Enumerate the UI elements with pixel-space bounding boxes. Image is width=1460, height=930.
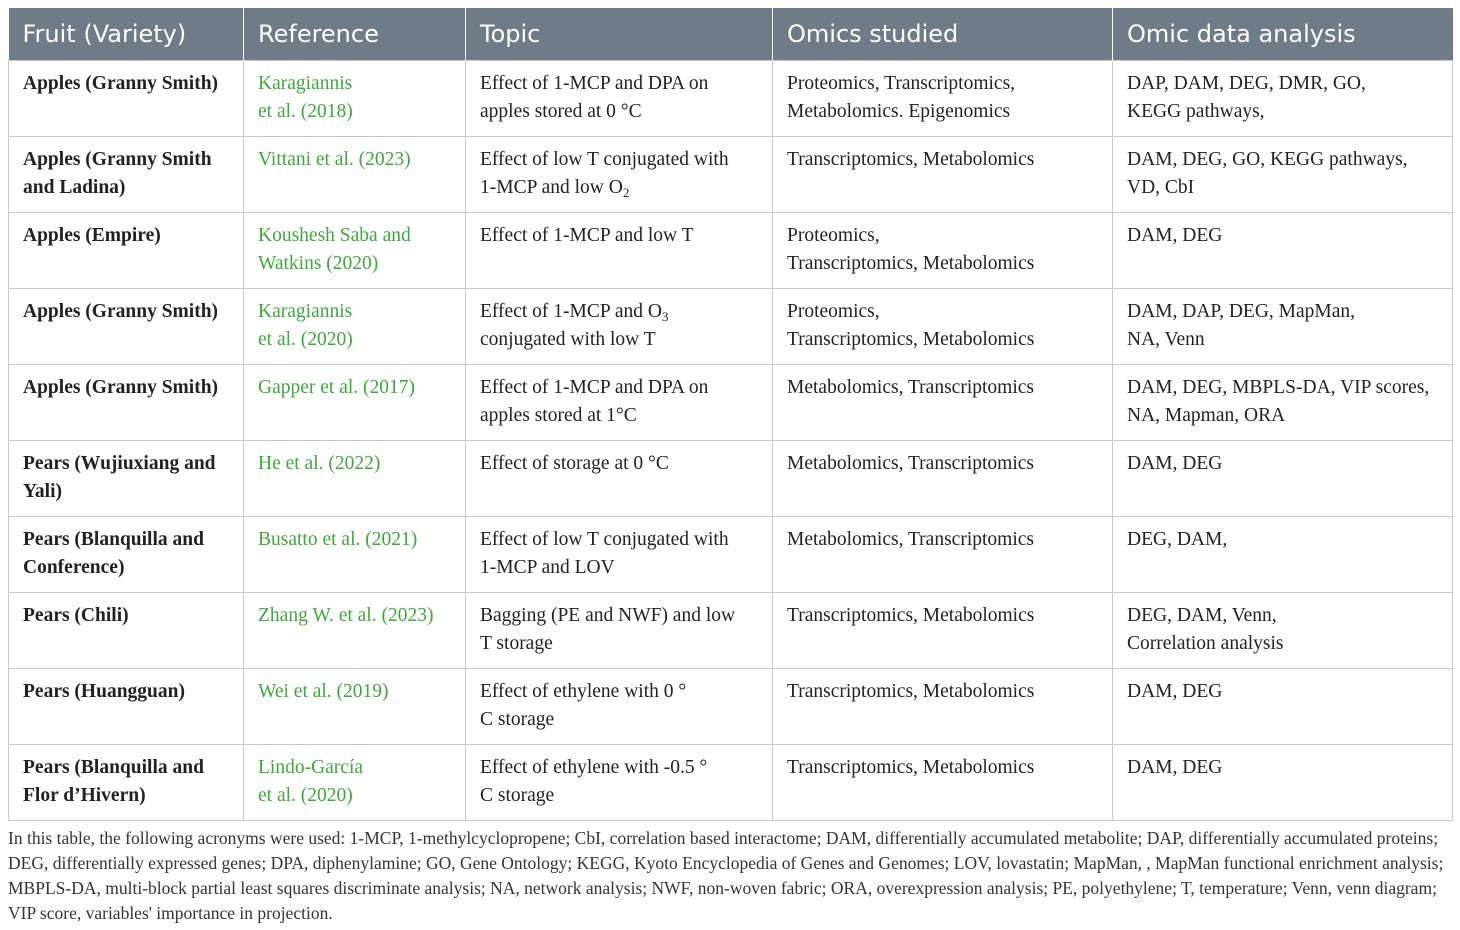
cell-omic-data-analysis <box>1113 136 1453 212</box>
fruit-text: Pears (Chili) <box>23 604 129 626</box>
analysis-line: DAM, DAP, DEG, MapMan, <box>1127 300 1356 322</box>
cell-omic-data-analysis <box>1113 744 1453 820</box>
cell-omic-data-analysis <box>1113 212 1453 288</box>
table-row <box>9 744 1453 820</box>
cell-topic <box>466 592 773 668</box>
cell-reference-link[interactable] <box>244 364 466 440</box>
cell-topic <box>466 136 773 212</box>
omics-line: Transcriptomics, Metabolomics <box>787 252 1035 274</box>
cell-fruit-variety <box>9 440 244 516</box>
table-footnote: In this table, the following acronyms were used: 1-MCP, 1-methylcyclopropene; CbI, correlation based interactome; DAM, differentially accumulated metabolite; DAP, differentially accumulated proteins; DEG, differentially expressed genes; DPA, diphenylamine; GO, Gene Ontology; KEGG, Kyoto Encyclopedia of Genes and Genomes; LOV, lovastatin; MapMan, , MapMan functional enrichment analysis; MBPLS-DA, multi-block partial least squares discriminate analysis; NA, network analysis; NWF, non-woven fabric; ORA, overexpression analysis; PE, polyethylene; T, temperature; Venn, venn diagram; VIP score, variables' importance in projection. <box>8 828 1444 923</box>
cell-omics-studied <box>773 136 1113 212</box>
analysis-line: DAM, DEG, MBPLS-DA, VIP scores, <box>1127 376 1430 398</box>
cell-topic <box>466 440 773 516</box>
fruit-text: Pears (Huangguan) <box>23 680 185 702</box>
cell-omic-data-analysis <box>1113 364 1453 440</box>
topic-line: 1-MCP and low O <box>480 176 623 198</box>
topic-line: C storage <box>480 784 555 806</box>
cell-omics-studied <box>773 668 1113 744</box>
reference-line: Koushesh Saba and <box>258 224 411 246</box>
topic-line: 1-MCP and LOV <box>480 556 615 578</box>
cell-omic-data-analysis <box>1113 288 1453 364</box>
analysis-line: Correlation analysis <box>1127 632 1284 654</box>
fruit-text: Pears (Wujiuxiang and Yali) <box>23 452 216 502</box>
fruit-text: Pears (Blanquilla and Flor d’Hivern) <box>23 756 204 806</box>
cell-fruit-variety <box>9 60 244 136</box>
topic-line: Effect of ethylene with 0 ° <box>480 680 687 702</box>
table-row <box>9 364 1453 440</box>
analysis-line: DAP, DAM, DEG, DMR, GO, <box>1127 72 1366 94</box>
omics-line: Proteomics, <box>787 300 880 322</box>
cell-omics-studied <box>773 592 1113 668</box>
topic-line: Effect of storage at 0 °C <box>480 452 669 474</box>
cell-omic-data-analysis <box>1113 516 1453 592</box>
reference-line: Gapper et al. (2017) <box>258 376 416 398</box>
cell-topic <box>466 744 773 820</box>
cell-omic-data-analysis <box>1113 668 1453 744</box>
cell-fruit-variety <box>9 668 244 744</box>
header-omic-data-analysis: Omic data analysis <box>1113 8 1453 60</box>
cell-reference-link[interactable] <box>244 212 466 288</box>
omics-line: Transcriptomics, Metabolomics <box>787 604 1035 626</box>
cell-fruit-variety <box>9 212 244 288</box>
reference-line: et al. (2020) <box>258 784 353 806</box>
cell-omics-studied <box>773 440 1113 516</box>
reference-line: Lindo-García <box>258 756 364 778</box>
table-row <box>9 440 1453 516</box>
cell-reference-link[interactable] <box>244 288 466 364</box>
cell-topic <box>466 212 773 288</box>
cell-reference-link[interactable] <box>244 744 466 820</box>
cell-topic <box>466 516 773 592</box>
topic-line: Effect of 1-MCP and DPA on <box>480 376 709 398</box>
analysis-line: VD, CbI <box>1127 176 1195 198</box>
table-body <box>9 60 1453 820</box>
subscript: 3 <box>661 308 669 324</box>
subscript: 2 <box>622 184 630 200</box>
cell-omics-studied <box>773 60 1113 136</box>
table-row <box>9 592 1453 668</box>
omics-line: Metabolomics. Epigenomics <box>787 100 1011 122</box>
omics-line: Transcriptomics, Metabolomics <box>787 680 1035 702</box>
table-row <box>9 288 1453 364</box>
cell-fruit-variety <box>9 364 244 440</box>
cell-omics-studied <box>773 516 1113 592</box>
topic-line: Effect of 1-MCP and low T <box>480 224 694 246</box>
omics-line: Metabolomics, Transcriptomics <box>787 528 1034 550</box>
topic-line: Effect of low T conjugated with <box>480 148 729 170</box>
omics-line: Transcriptomics, Metabolomics <box>787 328 1035 350</box>
cell-omic-data-analysis <box>1113 440 1453 516</box>
fruit-text: Apples (Granny Smith) <box>23 376 219 398</box>
cell-omic-data-analysis <box>1113 592 1453 668</box>
analysis-line: DEG, DAM, Venn, <box>1127 604 1277 626</box>
reference-line: Vittani et al. (2023) <box>258 148 411 170</box>
analysis-line: DEG, DAM, <box>1127 528 1228 550</box>
header-reference: Reference <box>244 8 466 60</box>
analysis-line: DAM, DEG <box>1127 224 1223 246</box>
analysis-line: DAM, DEG <box>1127 680 1223 702</box>
reference-line: Karagiannis <box>258 300 353 322</box>
reference-line: Karagiannis <box>258 72 353 94</box>
table-row <box>9 60 1453 136</box>
topic-line: Effect of low T conjugated with <box>480 528 729 550</box>
fruit-text: Pears (Blanquilla and Conference) <box>23 528 204 578</box>
cell-reference-link[interactable] <box>244 60 466 136</box>
cell-reference-link[interactable] <box>244 516 466 592</box>
analysis-line: DAM, DEG <box>1127 452 1223 474</box>
table-row <box>9 136 1453 212</box>
topic-line: T storage <box>480 632 553 654</box>
cell-omics-studied <box>773 212 1113 288</box>
cell-topic <box>466 668 773 744</box>
cell-omics-studied <box>773 288 1113 364</box>
omics-line: Proteomics, <box>787 224 880 246</box>
reference-line: Wei et al. (2019) <box>258 680 389 702</box>
table-row <box>9 668 1453 744</box>
topic-line: Bagging (PE and NWF) and low <box>480 604 736 626</box>
cell-fruit-variety <box>9 288 244 364</box>
table-row <box>9 212 1453 288</box>
analysis-line: DAM, DEG, GO, KEGG pathways, <box>1127 148 1408 170</box>
topic-line: Effect of 1-MCP and DPA on <box>480 72 709 94</box>
omics-line: Metabolomics, Transcriptomics <box>787 376 1034 398</box>
analysis-line: NA, Mapman, ORA <box>1127 404 1286 426</box>
table-row <box>9 516 1453 592</box>
fruit-text: Apples (Granny Smith) <box>23 72 219 94</box>
cell-reference-link[interactable] <box>244 668 466 744</box>
analysis-line: DAM, DEG <box>1127 756 1223 778</box>
reference-line: Busatto et al. (2021) <box>258 528 418 550</box>
fruit-text: Apples (Empire) <box>23 224 161 246</box>
cell-omics-studied <box>773 364 1113 440</box>
cell-topic <box>466 288 773 364</box>
cell-fruit-variety <box>9 592 244 668</box>
reference-line: Zhang W. et al. (2023) <box>258 604 434 626</box>
omics-table-container <box>8 8 1452 821</box>
topic-line: Effect of 1-MCP and O <box>480 300 662 322</box>
topic-line: apples stored at 0 °C <box>480 100 642 122</box>
cell-reference-link[interactable] <box>244 440 466 516</box>
fruit-text: Apples (Granny Smith and Ladina) <box>23 148 212 198</box>
analysis-line: NA, Venn <box>1127 328 1205 350</box>
cell-fruit-variety <box>9 516 244 592</box>
omics-line: Metabolomics, Transcriptomics <box>787 452 1034 474</box>
reference-line: et al. (2020) <box>258 328 353 350</box>
cell-topic <box>466 364 773 440</box>
cell-topic <box>466 60 773 136</box>
topic-line: apples stored at 1°C <box>480 404 637 426</box>
reference-line: et al. (2018) <box>258 100 353 122</box>
cell-fruit-variety <box>9 136 244 212</box>
topic-line: conjugated with low T <box>480 328 656 350</box>
cell-fruit-variety <box>9 744 244 820</box>
reference-line: Watkins (2020) <box>258 252 379 274</box>
fruit-text: Apples (Granny Smith) <box>23 300 219 322</box>
cell-omics-studied <box>773 744 1113 820</box>
table-header-row <box>9 8 1453 60</box>
header-omics-studied: Omics studied <box>773 8 1113 60</box>
topic-line: C storage <box>480 708 555 730</box>
reference-line: He et al. (2022) <box>258 452 381 474</box>
cell-reference-link[interactable] <box>244 136 466 212</box>
omics-line: Transcriptomics, Metabolomics <box>787 148 1035 170</box>
cell-reference-link[interactable] <box>244 592 466 668</box>
omics-line: Transcriptomics, Metabolomics <box>787 756 1035 778</box>
analysis-line: KEGG pathways, <box>1127 100 1265 122</box>
topic-line: Effect of ethylene with -0.5 ° <box>480 756 708 778</box>
header-topic: Topic <box>466 8 773 60</box>
header-fruit-variety: Fruit (Variety) <box>9 8 244 60</box>
omics-line: Proteomics, Transcriptomics, <box>787 72 1016 94</box>
cell-omic-data-analysis <box>1113 60 1453 136</box>
omics-studies-table <box>8 8 1453 821</box>
